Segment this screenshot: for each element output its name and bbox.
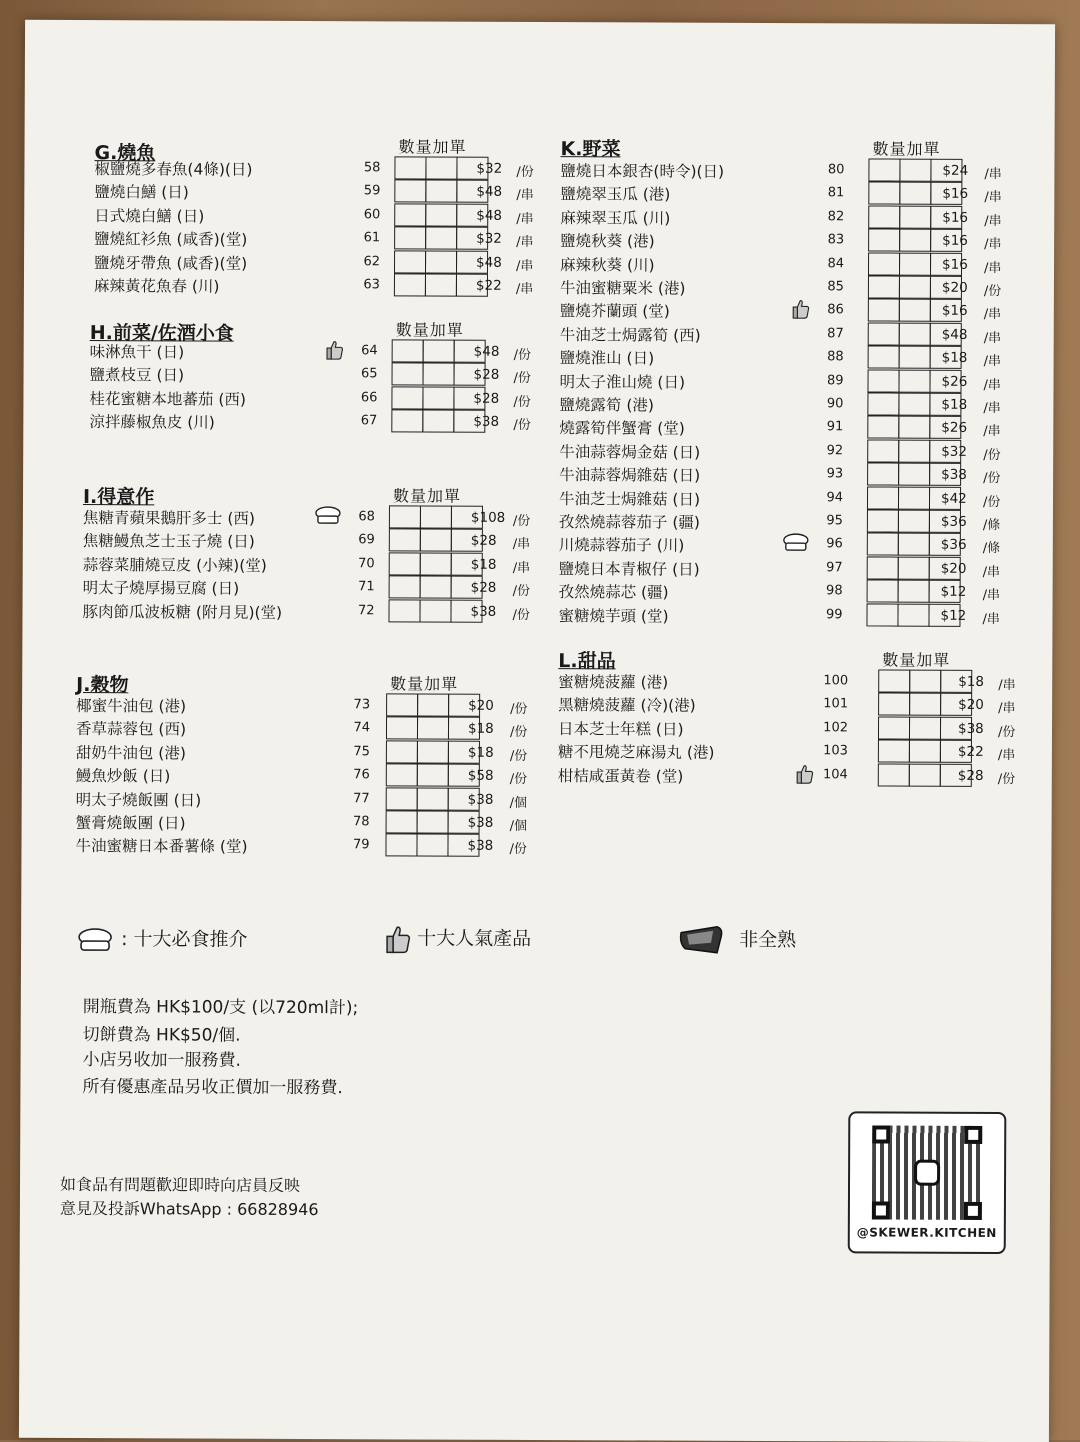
menu-item-unit: /份	[513, 418, 531, 434]
menu-item-price: $18	[958, 673, 985, 690]
menu-item-number: 92	[826, 443, 844, 459]
menu-item-unit: /份	[983, 471, 1001, 487]
menu-item-unit: /串	[983, 400, 1001, 417]
menu-item-unit: /串	[984, 237, 1002, 253]
quantity-box[interactable]	[878, 669, 910, 692]
quantity-box[interactable]	[417, 787, 449, 810]
menu-item-price: $12	[940, 607, 967, 624]
menu-item-unit: /串	[512, 560, 531, 576]
menu-item-number: 86	[827, 302, 844, 318]
quantity-box[interactable]	[385, 834, 417, 857]
menu-item-price: $22	[475, 277, 502, 294]
quantity-box[interactable]	[417, 810, 449, 833]
menu-item-name: 涼拌藤椒魚皮 (川)	[89, 413, 215, 432]
menu-item-name: 蜜糖燒菠蘿 (港)	[558, 673, 669, 692]
menu-item-name: 黑糖燒菠蘿 (冷)(港)	[558, 696, 696, 716]
quantity-box[interactable]	[868, 346, 900, 369]
thumbs-up-icon	[385, 924, 411, 954]
menu-item-name: 川燒蒜蓉茄子 (川)	[558, 536, 685, 556]
menu-item-number: 63	[363, 277, 380, 293]
menu-item-number: 94	[826, 489, 844, 505]
menu-item-name: 麻辣秋葵 (川)	[559, 255, 655, 275]
quantity-box[interactable]	[899, 159, 931, 182]
menu-item-price: $26	[941, 373, 968, 390]
menu-item-number: 79	[352, 837, 370, 853]
menu-item-unit: /串	[983, 260, 1002, 276]
legend-not-cooked-label: 非全熟	[739, 928, 797, 951]
menu-item-unit: /串	[983, 377, 1001, 393]
menu-item-number: 97	[826, 560, 843, 576]
menu-item-unit: /條	[982, 517, 1001, 534]
menu-item-number: 75	[353, 743, 370, 760]
quantity-box[interactable]	[868, 322, 900, 345]
section-title: J.穀物	[76, 673, 129, 697]
menu-item-unit: /串	[982, 588, 1001, 604]
menu-item-price: $32	[941, 443, 968, 460]
quantity-grid-header: 數量加單	[882, 650, 951, 670]
menu-item-price: $58	[467, 767, 494, 784]
menu-item-number: 78	[353, 814, 370, 830]
menu-item-number: 80	[827, 162, 845, 178]
menu-item-number: 103	[823, 743, 848, 759]
quantity-box[interactable]	[386, 787, 418, 810]
note-cake-cutting: 切餅費為 HK$50/個.	[82, 1025, 241, 1046]
quantity-box[interactable]	[867, 486, 899, 509]
quantity-box[interactable]	[867, 580, 899, 603]
quantity-box[interactable]	[909, 670, 941, 693]
quantity-box[interactable]	[899, 182, 931, 205]
menu-item-number: 102	[823, 720, 849, 736]
menu-item-price: $26	[941, 420, 968, 437]
menu-item-unit: /串	[983, 354, 1002, 370]
quantity-box[interactable]	[898, 580, 930, 603]
quantity-grid-header: 數量加單	[392, 486, 462, 506]
menu-item-unit: /串	[984, 166, 1002, 183]
menu-item-name: 鹽燒日本銀杏(時令)(日)	[560, 162, 725, 181]
menu-item-unit: /串	[984, 213, 1002, 229]
menu-item-name: 蟹膏燒飯團 (日)	[75, 813, 186, 833]
menu-item-number: 65	[360, 366, 378, 382]
menu-item-unit: /份	[516, 164, 534, 180]
menu-item-price: $36	[940, 513, 967, 530]
quantity-box[interactable]	[867, 556, 899, 579]
menu-item-unit: /份	[509, 842, 527, 858]
menu-item-price: $32	[476, 160, 503, 177]
quantity-box[interactable]	[416, 834, 448, 857]
quantity-box[interactable]	[899, 229, 931, 252]
menu-item-unit: /份	[509, 772, 528, 788]
menu-item-number: 61	[363, 230, 381, 246]
quantity-box[interactable]	[899, 346, 931, 369]
menu-item-number: 66	[360, 390, 378, 406]
menu-item-name: 鹽燒牙帶魚 (咸香)(堂)	[94, 253, 248, 273]
menu-item-price: $38	[957, 720, 984, 737]
menu-item-name: 鹽燒翠玉瓜 (港)	[560, 185, 671, 204]
section-title: I.得意作	[82, 486, 155, 509]
menu-item-number: 93	[826, 466, 844, 482]
menu-item-name: 明太子燒厚揚豆腐 (日)	[82, 579, 240, 598]
menu-item-number: 59	[363, 183, 381, 199]
quantity-grid-header: 數量加單	[395, 320, 464, 340]
menu-item-unit: /份	[509, 748, 528, 764]
menu-item-price: $28	[473, 390, 500, 407]
menu-item-name: 鰻魚炒飯 (日)	[75, 767, 171, 786]
menu-item-number: 67	[360, 413, 378, 429]
quantity-box[interactable]	[868, 158, 900, 181]
menu-item-price: $20	[468, 697, 494, 714]
quantity-box[interactable]	[867, 509, 899, 532]
quantity-grid-header: 數量加單	[872, 139, 941, 159]
quantity-grid-header: 數量加單	[398, 137, 467, 157]
legend-top10-label: : 十大必食推介	[121, 928, 248, 951]
menu-item-price: $28	[473, 367, 500, 384]
menu-item-number: 96	[826, 536, 843, 552]
menu-item-name: 焦糖青蘋果鵝肝多士 (西)	[82, 509, 255, 528]
menu-item-price: $28	[470, 533, 497, 550]
menu-item-price: $48	[941, 326, 968, 343]
qr-finder	[872, 1201, 890, 1219]
menu-item-name: 鹽煮枝豆 (日)	[89, 366, 185, 385]
menu-item-price: $32	[476, 230, 502, 248]
menu-item-unit: /串	[516, 235, 534, 251]
note-promo-charge: 所有優惠產品另收正價加一服務費.	[82, 1077, 343, 1099]
menu-item-price: $20	[958, 697, 984, 714]
menu-item-unit: /個	[509, 818, 528, 834]
menu-item-row	[22, 759, 1022, 786]
menu-item-price: $108	[470, 509, 506, 526]
quantity-box[interactable]	[868, 252, 900, 275]
menu-item-unit: /串	[982, 611, 1000, 627]
menu-item-number: 60	[363, 207, 381, 223]
menu-item-number: 76	[353, 767, 370, 783]
menu-item-name: 椰蜜牛油包 (港)	[76, 696, 187, 716]
menu-item-price: $22	[957, 744, 984, 761]
menu-item-price: $24	[942, 162, 969, 179]
qr-finder	[964, 1202, 982, 1220]
menu-item-unit: /份	[997, 771, 1016, 787]
menu-item-number: 73	[353, 697, 371, 713]
menu-item-row	[22, 599, 1022, 626]
quantity-box[interactable]	[868, 205, 900, 228]
quantity-box[interactable]	[898, 393, 930, 416]
quantity-box[interactable]	[867, 369, 899, 392]
menu-item-number: 91	[826, 419, 844, 435]
menu-item-number: 82	[827, 209, 845, 225]
menu-item-price: $38	[467, 814, 494, 831]
menu-item-unit: /串	[983, 424, 1001, 440]
menu-item-name: 鹽燒芥蘭頭 (堂)	[559, 302, 670, 321]
menu-item-unit: /串	[516, 211, 534, 227]
menu-item-unit: /份	[512, 513, 531, 529]
menu-item-price: $48	[476, 254, 502, 271]
menu-item-price: $42	[940, 490, 967, 507]
quantity-box[interactable]	[909, 740, 941, 763]
quantity-box[interactable]	[867, 416, 899, 439]
menu-item-name: 牛油芝士焗雜菇 (日)	[558, 489, 701, 509]
quantity-box[interactable]	[899, 252, 931, 275]
menu-item-number: 83	[827, 232, 845, 248]
quantity-box[interactable]	[909, 716, 941, 739]
menu-item-name: 鹽燒日本青椒仔 (日)	[558, 559, 700, 579]
menu-item-name: 椒鹽燒多春魚(4條)(日)	[94, 160, 253, 179]
instagram-icon	[914, 1160, 940, 1186]
note-service-charge: 小店另收加一服務費.	[82, 1050, 242, 1071]
menu-item-unit: /份	[513, 394, 531, 410]
menu-item-price: $18	[941, 396, 968, 413]
quantity-box[interactable]	[878, 763, 910, 786]
menu-item-number: 72	[357, 602, 375, 618]
menu-item-name: 蜜糖燒芋頭 (堂)	[558, 606, 669, 626]
menu-item-unit: /串	[984, 190, 1002, 206]
menu-item-unit: /串	[983, 307, 1002, 323]
menu-item-name: 鹽燒白鱔 (日)	[94, 183, 189, 202]
menu-item-number: 89	[826, 372, 844, 388]
menu-item-price: $28	[957, 767, 984, 784]
menu-item-name: 甜奶牛油包 (港)	[75, 743, 186, 763]
menu-item-name: 燒露筍伴蟹膏 (堂)	[559, 419, 685, 439]
menu-item-price: $20	[941, 279, 968, 296]
menu-item-number: 71	[358, 579, 375, 595]
menu-item-unit: /串	[998, 678, 1016, 694]
menu-item-price: $48	[473, 343, 500, 360]
menu-item-name: 牛油蒜蓉焗金菇 (日)	[559, 442, 701, 462]
menu-item-name: 日本芝士年糕 (日)	[557, 719, 684, 739]
menu-item-row	[21, 832, 1021, 859]
menu-item-price: $16	[942, 186, 969, 203]
quantity-box[interactable]	[867, 533, 899, 556]
menu-item-price: $36	[940, 537, 967, 554]
menu-item-price: $38	[941, 466, 967, 484]
menu-item-number: 64	[361, 343, 378, 359]
menu-item-unit: /串	[512, 537, 531, 553]
menu-item-number: 70	[358, 556, 375, 572]
menu-item-unit: /串	[998, 701, 1016, 717]
menu-item-name: 桂花蜜糖本地蕃茄 (西)	[89, 389, 247, 409]
quantity-box[interactable]	[898, 416, 930, 439]
menu-item-name: 牛油蜜糖粟米 (港)	[559, 279, 686, 298]
quantity-box[interactable]	[898, 533, 930, 556]
menu-item-unit: /串	[515, 258, 534, 274]
menu-item-name: 麻辣翠玉瓜 (川)	[560, 208, 671, 228]
menu-item-price: $38	[467, 838, 494, 855]
menu-item-price: $38	[473, 413, 500, 431]
quantity-box[interactable]	[878, 716, 910, 739]
menu-item-unit: /份	[983, 447, 1001, 463]
menu-item-unit: /份	[513, 347, 532, 363]
legend-top10	[75, 924, 248, 953]
quantity-box[interactable]	[898, 439, 930, 462]
menu-item-number: 88	[827, 349, 844, 365]
menu-item-name: 鹽燒秋葵 (港)	[560, 232, 655, 251]
menu-item-name: 糖不甩燒芝麻湯丸 (港)	[557, 743, 715, 762]
menu-item-unit: /串	[982, 564, 1001, 580]
menu-item-name: 牛油蒜蓉焗雜菇 (日)	[559, 466, 701, 485]
quantity-box[interactable]	[897, 603, 929, 626]
menu-item-number: 58	[363, 160, 381, 176]
menu-item-price: $16	[942, 256, 968, 273]
quantity-box[interactable]	[866, 603, 898, 626]
menu-item-number: 69	[358, 532, 375, 548]
menu-item-name: 香草蒜蓉包 (西)	[75, 720, 187, 739]
menu-item-number: 84	[827, 255, 845, 271]
menu-item-number: 62	[363, 253, 381, 269]
menu-item-number: 68	[358, 509, 375, 525]
thumbs-up-icon	[796, 763, 814, 790]
quantity-box[interactable]	[909, 763, 941, 786]
quantity-box[interactable]	[878, 693, 910, 716]
quantity-box[interactable]	[909, 693, 941, 716]
menu-item-number: 90	[826, 396, 844, 412]
menu-item-name: 鹽燒淮山 (日)	[559, 349, 655, 368]
menu-item-price: $20	[940, 560, 967, 577]
menu-item-unit: /份	[983, 283, 1002, 300]
menu-item-name: 牛油芝士焗露筍 (西)	[559, 325, 701, 345]
menu-sheet	[19, 20, 1055, 1442]
menu-item-name: 鹽燒露筍 (港)	[559, 396, 654, 415]
menu-item-unit: /串	[983, 330, 1002, 346]
menu-item-name: 味淋魚干 (日)	[89, 343, 185, 362]
menu-item-number: 95	[826, 513, 843, 529]
menu-item-unit: /份	[513, 371, 531, 387]
quantity-box[interactable]	[899, 276, 931, 299]
quantity-box[interactable]	[868, 299, 900, 322]
menu-item-unit: /串	[516, 188, 534, 204]
section-title: H.前菜/佐酒小食	[89, 322, 234, 345]
menu-item-price: $48	[476, 184, 503, 201]
menu-item-price: $18	[467, 744, 494, 761]
qr-finder	[872, 1125, 890, 1143]
menu-item-name: 孜然燒蒜芯 (疆)	[558, 583, 669, 602]
menu-item-name: 麻辣黃花魚春 (川)	[93, 277, 220, 296]
menu-item-name: 鹽燒紅衫魚 (咸香)(堂)	[94, 230, 248, 249]
menu-item-number: 100	[823, 673, 849, 689]
menu-item-number: 81	[827, 185, 845, 201]
menu-item-number: 98	[826, 583, 843, 599]
menu-item-name: 明太子淮山燒 (日)	[559, 372, 686, 392]
menu-item-price: $16	[941, 303, 968, 320]
menu-item-price: $16	[942, 209, 969, 226]
menu-item-unit: /串	[997, 748, 1016, 764]
menu-item-price: $18	[467, 721, 494, 738]
menu-item-name: 日式燒白鱔 (日)	[94, 206, 205, 226]
quantity-box[interactable]	[899, 322, 931, 345]
menu-item-number: 85	[827, 279, 844, 295]
menu-item-name: 蒜蓉菜脯燒豆皮 (小辣)(堂)	[82, 555, 267, 575]
menu-item-number: 104	[822, 766, 848, 782]
qr-finder	[964, 1126, 982, 1144]
quantity-box[interactable]	[867, 392, 899, 415]
quantity-box[interactable]	[898, 556, 930, 579]
menu-item-price: $16	[942, 232, 968, 250]
menu-item-price: $28	[470, 579, 497, 597]
quantity-box[interactable]	[899, 205, 931, 228]
instagram-handle: @SKEWER.KITCHEN	[856, 1225, 997, 1241]
menu-item-unit: /個	[509, 795, 528, 811]
note-corkage: 開瓶費為 HK$100/支 (以720ml計);	[82, 997, 359, 1019]
instagram-qr-card[interactable]	[848, 1111, 1007, 1254]
footer-feedback: 如食品有問題歡迎即時向店員反映	[59, 1174, 301, 1195]
section-title: K.野菜	[560, 138, 621, 161]
meat-icon	[677, 923, 725, 957]
menu-item-name: 焦糖鰻魚芝士玉子燒 (日)	[82, 532, 255, 552]
menu-item-name: 孜然燒蒜蓉茄子 (疆)	[558, 513, 700, 532]
quantity-box[interactable]	[898, 369, 930, 392]
menu-item-unit: /份	[997, 724, 1016, 740]
legend-not-cooked	[677, 923, 796, 958]
quantity-grid-header: 數量加單	[390, 674, 459, 694]
menu-item-unit: /份	[512, 607, 530, 623]
quantity-box[interactable]	[878, 740, 910, 763]
menu-item-price: $48	[476, 207, 503, 224]
menu-item-number: 101	[823, 696, 849, 712]
menu-item-unit: /串	[515, 281, 534, 297]
quantity-box[interactable]	[898, 463, 930, 486]
quantity-box[interactable]	[386, 810, 418, 833]
quantity-box[interactable]	[868, 182, 900, 205]
menu-item-price: $38	[467, 791, 494, 808]
menu-item-unit: /份	[509, 725, 528, 741]
quantity-box[interactable]	[899, 299, 931, 322]
menu-item-price: $18	[941, 349, 968, 367]
quantity-box[interactable]	[867, 463, 899, 486]
footer-whatsapp: 意見及投訴WhatsApp : 66828946	[59, 1198, 319, 1220]
menu-item-name: 豚肉節瓜波板糖 (附月見)(堂)	[82, 602, 283, 622]
quantity-box[interactable]	[868, 275, 900, 298]
legend-popular-label: 十大人氣產品	[417, 927, 532, 950]
menu-item-name: 柑桔咸蛋黃卷 (堂)	[557, 766, 684, 786]
menu-item-unit: /份	[982, 494, 1001, 510]
menu-item-unit: /條	[982, 541, 1001, 557]
chef-hat-icon	[781, 532, 811, 557]
chef-hat-icon	[75, 926, 115, 952]
quantity-box[interactable]	[898, 510, 930, 533]
menu-item-unit: /份	[512, 584, 531, 600]
menu-item-number: 87	[827, 326, 844, 342]
legend-popular	[385, 923, 531, 954]
menu-item-number: 74	[353, 720, 371, 736]
menu-item-name: 牛油蜜糖日本番薯條 (堂)	[75, 837, 248, 857]
menu-item-price: $12	[940, 583, 967, 601]
section-title: G.燒魚	[94, 142, 156, 165]
menu-item-number: 77	[353, 790, 370, 806]
quantity-box[interactable]	[898, 486, 930, 509]
menu-item-number: 99	[825, 606, 843, 622]
menu-item-unit: /份	[510, 701, 528, 717]
quantity-box[interactable]	[868, 229, 900, 252]
menu-item-name: 明太子燒飯團 (日)	[75, 790, 202, 810]
section-title: L.甜品	[558, 650, 616, 673]
quantity-box[interactable]	[867, 439, 899, 462]
menu-item-price: $38	[470, 603, 497, 620]
menu-item-price: $18	[470, 556, 497, 573]
